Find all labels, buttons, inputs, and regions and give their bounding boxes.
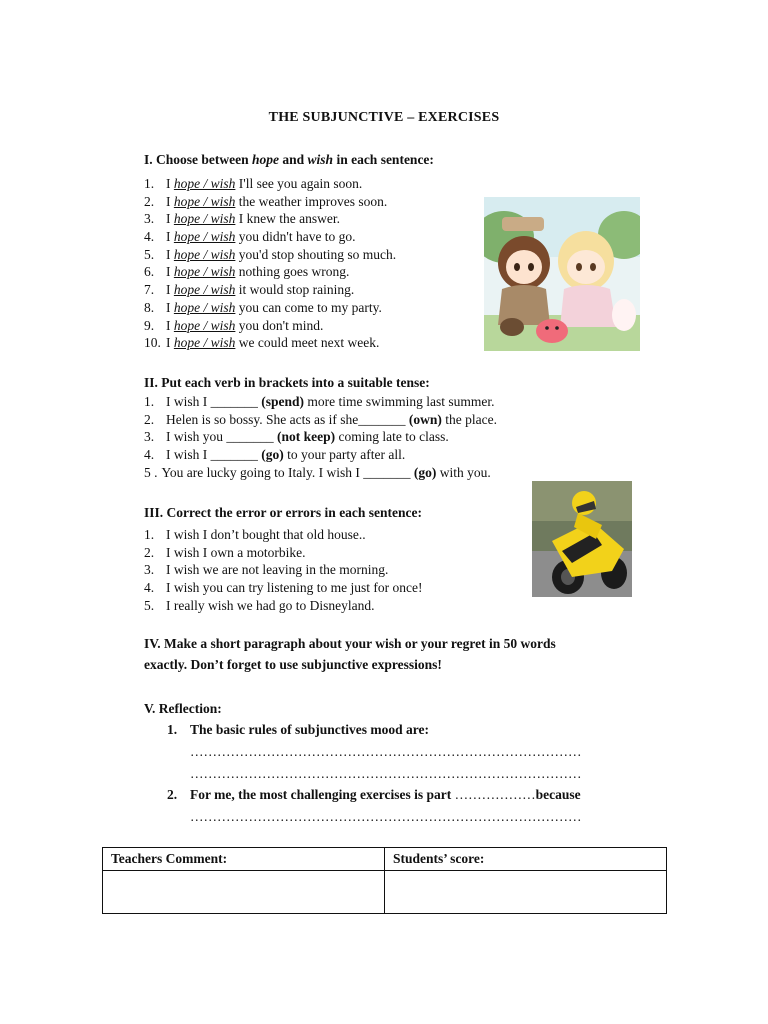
item-text: the weather improves soon. — [235, 193, 388, 209]
list-item — [144, 526, 422, 544]
section-1-heading-wish: wish — [307, 152, 334, 167]
item-number: 7. — [144, 282, 155, 298]
item-number: 2. — [144, 544, 155, 560]
item-number: 9. — [144, 317, 155, 333]
list-item — [144, 544, 422, 562]
item-text: you can come to my party. — [235, 299, 382, 315]
item-text: you'd stop shouting so much. — [235, 246, 397, 262]
item-number: 5. — [144, 246, 155, 262]
anime-illustration — [484, 197, 640, 351]
answer-dots-inline: ……………… — [454, 787, 536, 802]
item-number: 2. — [144, 411, 155, 427]
answer-dots-line-2: …………………………………………………………………………… — [190, 766, 582, 781]
section-1-heading — [144, 152, 434, 168]
item-number: 5 . — [144, 464, 158, 480]
item-number: 1. — [144, 527, 155, 542]
item-number: 1. — [167, 722, 178, 737]
hope-wish-choice: hope / wish — [173, 211, 236, 227]
hope-wish-choice: hope / wish — [173, 176, 236, 191]
answer-dots-line-1: …………………………………………………………………………… — [190, 744, 582, 759]
hope-wish-choice: hope / wish — [173, 299, 236, 315]
answer-dots-line-3: …………………………………………………………………………… — [190, 809, 582, 824]
list-item: 1. I hope / wish I'll see you again soon. — [144, 176, 363, 191]
item-number: 5. — [144, 597, 155, 613]
reflection-item-1 — [167, 722, 429, 738]
item-text: you don't mind. — [235, 317, 324, 333]
verb-hint: (go) — [413, 464, 437, 480]
list-item: 6. I hope / wish nothing goes wrong. — [144, 264, 350, 280]
item-text: I wish you _______ — [166, 429, 277, 445]
list-item: 7. I hope / wish it would stop raining. — [144, 282, 355, 298]
comment-score-table — [102, 847, 667, 914]
item-number: 4. — [144, 580, 155, 596]
table-header-row — [103, 848, 667, 871]
hope-wish-choice: hope / wish — [173, 317, 236, 333]
item-text: For me, the most challenging exercises is part — [190, 787, 455, 802]
item-text: we could meet next week. — [235, 335, 380, 351]
item-number: 3. — [144, 562, 155, 578]
list-item — [144, 561, 422, 579]
item-text: I really wish we had go to Disneyland. — [166, 597, 375, 613]
list-item — [144, 579, 422, 597]
item-text: the place. — [441, 411, 497, 427]
item-text: to your party after all. — [283, 447, 406, 463]
item-number: 3. — [144, 211, 155, 227]
list-item — [144, 411, 497, 429]
item-text: I'll see you again soon. — [235, 176, 363, 191]
section-4-line-2: exactly. Don’t forget to use subjunctive expressions! — [144, 657, 442, 672]
item-number: 3. — [144, 429, 155, 445]
section-2-heading: II. Put each verb in brackets into a suitable tense: — [144, 375, 430, 390]
section-3-heading: III. Correct the error or errors in each sentence: — [144, 505, 423, 520]
page-title: THE SUBJUNCTIVE – EXERCISES — [268, 110, 500, 125]
hope-wish-choice: hope / wish — [173, 229, 236, 245]
section-1-heading-post: in each sentence: — [333, 152, 434, 167]
item-number: 8. — [144, 299, 155, 315]
item-text: with you. — [436, 464, 491, 480]
section-2-list — [144, 393, 497, 481]
item-text: I wish we are not leaving in the morning. — [166, 562, 389, 578]
hope-wish-choice: hope / wish — [173, 264, 236, 280]
anime-characters-picture — [484, 197, 640, 351]
list-item: 4. I hope / wish you didn't have to go. — [144, 229, 356, 245]
item-text: The basic rules of subjunctives mood are: — [190, 722, 430, 737]
item-text: you didn't have to go. — [235, 229, 356, 245]
section-1-heading-and: and — [279, 152, 308, 167]
item-text: coming late to class. — [335, 429, 449, 445]
teachers-comment-cell[interactable] — [103, 871, 385, 914]
motorbike-racer-picture — [532, 481, 632, 597]
hope-wish-choice: hope / wish — [173, 246, 236, 262]
list-item — [144, 597, 422, 615]
list-item: 9. I hope / wish you don't mind. — [144, 317, 324, 333]
item-text: I wish I _______ — [166, 394, 262, 409]
item-text: I wish I _______ — [166, 447, 262, 463]
item-text: it would stop raining. — [235, 282, 355, 298]
item-number: 4. — [144, 229, 155, 245]
list-item — [144, 393, 497, 411]
list-item: 5. I hope / wish you'd stop shouting so much. — [144, 246, 397, 262]
section-1-list — [144, 175, 396, 352]
verb-hint: (not keep) — [277, 429, 336, 445]
item-text: You are lucky going to Italy. I wish I _______ — [161, 464, 414, 480]
section-3-list — [144, 526, 422, 614]
hope-wish-choice: hope / wish — [173, 282, 236, 298]
item-number: 2. — [167, 787, 178, 802]
item-number: 6. — [144, 264, 155, 280]
students-score-header: Students’ score: — [385, 848, 667, 871]
item-number: 2. — [144, 193, 155, 209]
list-item — [144, 446, 497, 464]
list-item: 8. I hope / wish you can come to my party. — [144, 299, 382, 315]
hope-wish-choice: hope / wish — [173, 335, 236, 351]
item-number: 1. — [144, 176, 155, 191]
list-item — [144, 428, 497, 446]
section-5-heading: V. Reflection: — [144, 701, 222, 716]
verb-hint: (go) — [261, 447, 284, 463]
section-1-heading-hope: hope — [252, 152, 279, 167]
item-text: I wish I don’t bought that old house.. — [166, 527, 366, 542]
hope-wish-choice: hope / wish — [173, 193, 236, 209]
item-text: more time swimming last summer. — [304, 394, 495, 409]
table-row — [103, 871, 667, 914]
reflection-item-2 — [167, 787, 581, 803]
item-text: I wish I own a motorbike. — [166, 544, 306, 560]
verb-hint: (spend) — [261, 394, 305, 409]
list-item: 2. I hope / wish the weather improves soon. — [144, 193, 388, 209]
list-item: 3. I hope / wish I knew the answer. — [144, 211, 340, 227]
item-number: 4. — [144, 447, 155, 463]
teachers-comment-header: Teachers Comment: — [103, 848, 385, 871]
section-4-line-1: IV. Make a short paragraph about your wish or your regret in 50 words — [144, 636, 556, 651]
item-text: because — [535, 787, 581, 802]
list-item — [144, 464, 497, 482]
motorbike-photo — [532, 481, 632, 597]
section-1-heading-pre: I. Choose between — [144, 152, 252, 167]
students-score-cell[interactable] — [385, 871, 667, 914]
item-number: 1. — [144, 394, 155, 409]
item-text: Helen is so bossy. She acts as if she_______ — [166, 411, 409, 427]
item-number: 10. — [144, 335, 161, 351]
item-text: nothing goes wrong. — [235, 264, 350, 280]
item-text: I knew the answer. — [235, 211, 340, 227]
item-text: I wish you can try listening to me just for once! — [166, 580, 423, 596]
verb-hint: (own) — [408, 411, 442, 427]
list-item: 10. I hope / wish we could meet next week. — [144, 335, 380, 351]
